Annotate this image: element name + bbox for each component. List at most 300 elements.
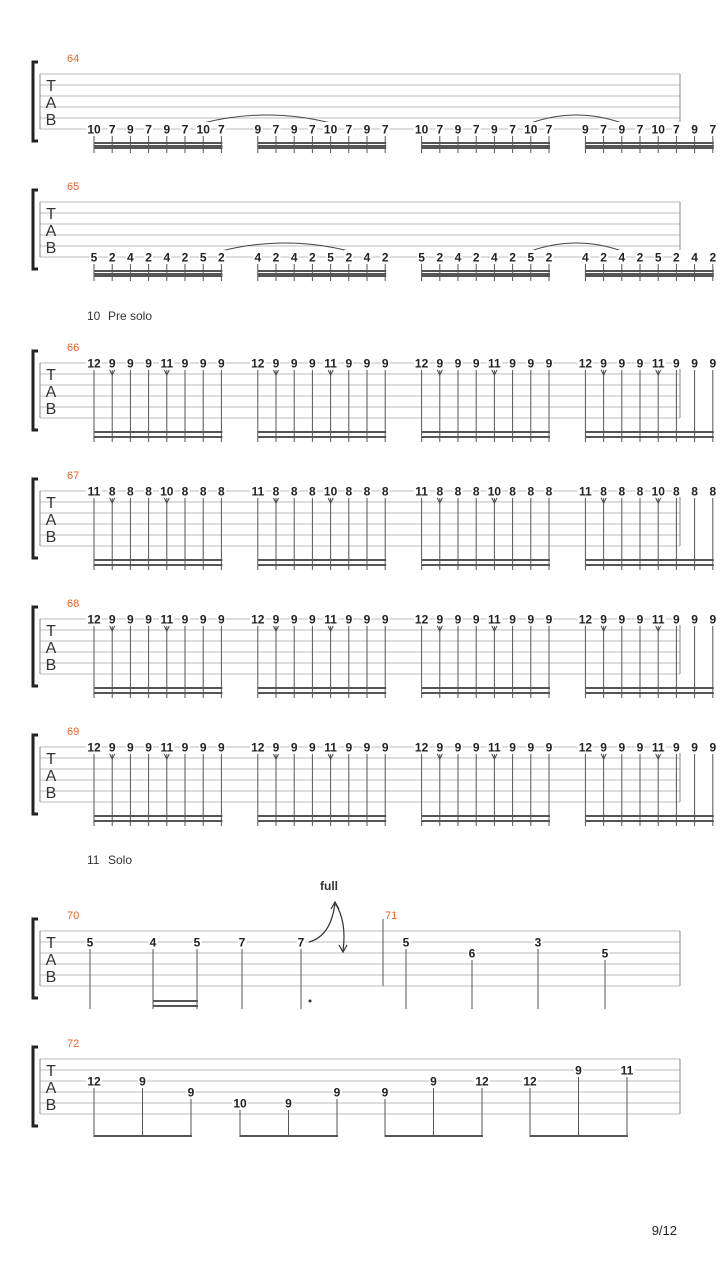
tab-clef-letter: A — [45, 384, 57, 401]
section-number: 10 — [87, 309, 101, 323]
fret-number: 9 — [673, 356, 680, 371]
fret-number: 11 — [160, 356, 174, 371]
fret-number: 11 — [651, 740, 665, 755]
fret-number: 9 — [290, 612, 298, 627]
tab-system — [33, 726, 717, 826]
system-bracket — [33, 190, 38, 269]
fret-number: 9 — [527, 356, 535, 371]
fret-number: 9 — [108, 612, 116, 627]
fret-number: 7 — [108, 122, 116, 137]
fret-number: 11 — [324, 740, 337, 755]
fret-number: 9 — [187, 1085, 195, 1100]
tab-system — [33, 342, 717, 442]
fret-number: 8 — [345, 484, 353, 499]
beam — [585, 692, 713, 694]
release-arrow — [335, 903, 344, 951]
fret-number: 12 — [475, 1074, 489, 1089]
fret-number: 7 — [145, 122, 152, 137]
fret-number: 9 — [691, 356, 698, 371]
fret-number: 9 — [618, 740, 626, 755]
fret-number: 8 — [636, 484, 644, 499]
fret-number: 2 — [545, 250, 553, 265]
fret-number: 7 — [436, 122, 444, 137]
beam — [258, 820, 386, 822]
slur — [531, 115, 622, 123]
fret-number: 6 — [468, 946, 476, 961]
fret-number: 9 — [636, 356, 644, 371]
beam — [422, 145, 550, 147]
fret-number: 9 — [472, 612, 480, 627]
tab-system — [33, 181, 717, 281]
fret-number: 9 — [139, 1074, 146, 1089]
fret-number: 12 — [578, 612, 593, 627]
fret-number: 9 — [436, 612, 444, 627]
beam — [422, 273, 550, 275]
fret-number: 10 — [196, 122, 210, 137]
fret-number: 8 — [618, 484, 626, 499]
fret-number: 2 — [272, 250, 280, 265]
fret-number: 9 — [290, 740, 298, 755]
fret-number: 7 — [238, 935, 246, 950]
beam — [94, 564, 222, 566]
beam — [422, 270, 550, 272]
tab-content — [33, 53, 717, 1137]
fret-number: 8 — [545, 484, 553, 499]
fret-number: 7 — [709, 122, 717, 137]
fret-number: 7 — [297, 935, 305, 950]
fret-number: 9 — [454, 740, 462, 755]
fret-number: 4 — [149, 935, 157, 950]
fret-number: 8 — [436, 484, 444, 499]
fret-number: 4 — [691, 250, 698, 265]
fret-number: 9 — [218, 612, 225, 627]
tab-clef-letter: B — [45, 969, 57, 986]
fret-number: 12 — [251, 612, 265, 627]
beam — [94, 1135, 192, 1137]
measure-number: 65 — [67, 181, 80, 193]
beam — [385, 1135, 483, 1137]
fret-number: 4 — [491, 250, 498, 265]
system-bracket — [33, 62, 38, 141]
fret-number: 7 — [673, 122, 680, 137]
fret-number: 9 — [527, 612, 535, 627]
tab-clef-letter: T — [46, 495, 56, 512]
beam — [258, 436, 386, 438]
fret-number: 11 — [160, 612, 174, 627]
beam — [585, 142, 713, 144]
fret-number: 7 — [309, 122, 316, 137]
section-name: Solo — [108, 853, 133, 867]
section-number: 11 — [87, 853, 100, 867]
beam — [422, 436, 550, 438]
fret-number: 4 — [127, 250, 134, 265]
tab-clef-letter: A — [45, 768, 57, 785]
fret-number: 9 — [290, 122, 298, 137]
fret-number: 11 — [251, 484, 265, 499]
beam — [94, 142, 222, 144]
tab-system — [33, 1038, 680, 1137]
fret-number: 8 — [181, 484, 189, 499]
beam — [530, 1135, 628, 1137]
beam — [585, 687, 713, 689]
fret-number: 2 — [673, 250, 680, 265]
fret-number: 9 — [381, 612, 389, 627]
fret-number: 12 — [87, 356, 101, 371]
beam — [422, 275, 550, 277]
fret-number: 9 — [345, 356, 353, 371]
fret-number: 9 — [691, 740, 698, 755]
fret-number: 2 — [436, 250, 444, 265]
fret-number: 9 — [309, 356, 316, 371]
fret-number: 8 — [673, 484, 680, 499]
fret-number: 9 — [436, 740, 444, 755]
beam — [94, 692, 222, 694]
measure-number: 66 — [67, 342, 80, 354]
fret-number: 12 — [414, 740, 429, 755]
fret-number: 9 — [673, 740, 680, 755]
fret-number: 2 — [709, 250, 717, 265]
beam — [153, 1000, 198, 1002]
fret-number: 2 — [636, 250, 644, 265]
fret-number: 9 — [575, 1063, 582, 1078]
fret-number: 9 — [545, 356, 553, 371]
beam — [422, 559, 550, 561]
fret-number: 9 — [673, 612, 680, 627]
fret-number: 9 — [454, 612, 462, 627]
fret-number: 5 — [402, 935, 410, 950]
fret-number: 10 — [87, 122, 101, 137]
fret-number: 9 — [509, 612, 516, 627]
fret-number: 9 — [600, 356, 607, 371]
tab-clef-letter: A — [45, 640, 57, 657]
beam — [258, 431, 386, 433]
fret-number: 11 — [415, 484, 428, 499]
fret-number: 3 — [534, 935, 542, 950]
fret-number: 8 — [363, 484, 371, 499]
beam — [422, 687, 550, 689]
fret-number: 11 — [87, 484, 101, 499]
fret-number: 9 — [709, 740, 717, 755]
fret-number: 5 — [86, 935, 94, 950]
tab-system — [33, 470, 717, 570]
beam — [258, 275, 386, 277]
fret-number: 9 — [527, 740, 535, 755]
fret-number: 2 — [181, 250, 189, 265]
fret-number: 9 — [454, 122, 462, 137]
beam — [585, 564, 713, 566]
fret-number: 7 — [272, 122, 280, 137]
system-bracket — [33, 479, 38, 558]
fret-number: 8 — [691, 484, 698, 499]
measure-number: 64 — [67, 53, 80, 65]
tab-clef-letter: B — [45, 785, 57, 802]
fret-number: 10 — [323, 122, 338, 137]
fret-number: 10 — [524, 122, 538, 137]
fret-number: 9 — [145, 740, 152, 755]
fret-number: 11 — [579, 484, 592, 499]
fret-number: 5 — [601, 946, 609, 961]
tab-clef-letter: T — [46, 367, 56, 384]
fret-number: 9 — [509, 740, 516, 755]
fret-number: 9 — [636, 740, 644, 755]
fret-number: 9 — [363, 740, 371, 755]
beam — [258, 147, 386, 149]
fret-number: 12 — [251, 740, 265, 755]
fret-number: 2 — [381, 250, 389, 265]
fret-number: 7 — [509, 122, 516, 137]
fret-number: 8 — [472, 484, 480, 499]
fret-number: 11 — [488, 356, 501, 371]
tab-system — [33, 598, 717, 698]
tab-system — [33, 53, 717, 153]
tab-clef-letter: T — [46, 206, 56, 223]
fret-number: 9 — [181, 740, 189, 755]
fret-number: 9 — [709, 356, 717, 371]
fret-number: 9 — [472, 740, 480, 755]
tab-clef-letter: A — [45, 952, 57, 969]
fret-number: 9 — [272, 612, 280, 627]
fret-number: 9 — [691, 122, 698, 137]
beam — [258, 270, 386, 272]
fret-number: 8 — [108, 484, 116, 499]
fret-number: 8 — [454, 484, 462, 499]
system-bracket — [33, 1047, 38, 1126]
beam — [585, 815, 713, 817]
fret-number: 12 — [414, 612, 429, 627]
beam — [240, 1135, 338, 1137]
fret-number: 8 — [127, 484, 134, 499]
fret-number: 9 — [636, 612, 644, 627]
fret-number: 5 — [654, 250, 662, 265]
rhythm-dot — [309, 1000, 312, 1003]
fret-number: 9 — [218, 740, 225, 755]
fret-number: 11 — [324, 612, 337, 627]
fret-number: 9 — [127, 122, 134, 137]
fret-number: 9 — [218, 356, 225, 371]
fret-number: 10 — [323, 484, 338, 499]
fret-number: 9 — [309, 612, 316, 627]
fret-number: 9 — [491, 122, 498, 137]
tab-clef-letter: B — [45, 657, 57, 674]
fret-number: 8 — [600, 484, 607, 499]
beam — [422, 564, 550, 566]
fret-number: 9 — [127, 356, 134, 371]
beam — [585, 559, 713, 561]
fret-number: 9 — [582, 122, 589, 137]
fret-number: 4 — [290, 250, 298, 265]
fret-number: 12 — [251, 356, 265, 371]
beam — [258, 564, 386, 566]
beam — [585, 147, 713, 149]
measure-number: 68 — [67, 598, 80, 610]
fret-number: 2 — [509, 250, 516, 265]
beam — [258, 145, 386, 147]
fret-number: 9 — [108, 356, 116, 371]
fret-number: 9 — [199, 740, 207, 755]
tab-clef-letter: T — [46, 78, 56, 95]
beam — [94, 145, 222, 147]
fret-number: 9 — [363, 612, 371, 627]
system-bracket — [33, 919, 38, 998]
fret-number: 10 — [651, 484, 665, 499]
fret-number: 11 — [488, 740, 501, 755]
tab-clef-letter: B — [45, 1097, 57, 1114]
fret-number: 2 — [309, 250, 316, 265]
beam — [258, 692, 386, 694]
system-bracket — [33, 735, 38, 814]
fret-number: 9 — [381, 740, 389, 755]
fret-number: 2 — [345, 250, 353, 265]
measure-number: 70 — [67, 910, 80, 922]
fret-number: 8 — [218, 484, 225, 499]
fret-number: 9 — [285, 1096, 292, 1111]
fret-number: 4 — [363, 250, 371, 265]
fret-number: 9 — [381, 1085, 389, 1100]
beam — [94, 431, 222, 433]
fret-number: 8 — [309, 484, 316, 499]
measure-number: 71 — [385, 910, 398, 922]
fret-number: 8 — [145, 484, 152, 499]
slur — [531, 243, 622, 251]
beam — [258, 142, 386, 144]
fret-number: 9 — [345, 612, 353, 627]
beam — [422, 815, 550, 817]
fret-number: 9 — [181, 612, 189, 627]
fret-number: 4 — [454, 250, 462, 265]
fret-number: 7 — [636, 122, 644, 137]
tab-clef-letter: B — [45, 401, 57, 418]
fret-number: 8 — [527, 484, 535, 499]
fret-number: 9 — [345, 740, 353, 755]
beam — [422, 692, 550, 694]
fret-number: 9 — [509, 356, 516, 371]
fret-number: 2 — [218, 250, 225, 265]
fret-number: 2 — [472, 250, 480, 265]
tab-clef-letter: A — [45, 95, 57, 112]
fret-number: 9 — [600, 740, 607, 755]
fret-number: 5 — [193, 935, 201, 950]
fret-number: 7 — [345, 122, 353, 137]
beam — [585, 273, 713, 275]
fret-number: 9 — [145, 612, 152, 627]
fret-number: 8 — [272, 484, 280, 499]
fret-number: 9 — [127, 740, 134, 755]
fret-number: 8 — [709, 484, 717, 499]
fret-number: 9 — [163, 122, 171, 137]
tab-clef-letter: T — [46, 751, 56, 768]
beam — [585, 145, 713, 147]
fret-number: 9 — [618, 122, 626, 137]
beam — [94, 559, 222, 561]
bend-label: full — [320, 879, 338, 893]
beam — [94, 687, 222, 689]
fret-number: 9 — [618, 612, 626, 627]
fret-number: 9 — [618, 356, 626, 371]
fret-number: 8 — [509, 484, 516, 499]
fret-number: 9 — [181, 356, 189, 371]
measure-number: 69 — [67, 726, 80, 738]
fret-number: 9 — [145, 356, 152, 371]
fret-number: 4 — [163, 250, 171, 265]
fret-number: 11 — [488, 612, 501, 627]
fret-number: 12 — [578, 740, 593, 755]
fret-number: 11 — [160, 740, 174, 755]
fret-number: 12 — [578, 356, 593, 371]
fret-number: 12 — [87, 612, 101, 627]
fret-number: 9 — [709, 612, 717, 627]
fret-number: 9 — [290, 356, 298, 371]
measure-number: 72 — [67, 1038, 80, 1050]
beam — [94, 270, 222, 272]
fret-number: 9 — [199, 356, 207, 371]
beam — [422, 431, 550, 433]
fret-number: 9 — [430, 1074, 437, 1089]
beam — [94, 273, 222, 275]
fret-number: 12 — [87, 740, 101, 755]
fret-number: 9 — [254, 122, 262, 137]
tab-clef-letter: T — [46, 935, 56, 952]
beam — [585, 275, 713, 277]
fret-number: 9 — [333, 1085, 341, 1100]
fret-number: 8 — [199, 484, 207, 499]
fret-number: 10 — [233, 1096, 247, 1111]
beam — [585, 270, 713, 272]
fret-number: 9 — [691, 612, 698, 627]
fret-number: 9 — [309, 740, 316, 755]
section-name: Pre solo — [108, 309, 153, 323]
fret-number: 11 — [620, 1063, 634, 1078]
fret-number: 2 — [145, 250, 152, 265]
beam — [258, 815, 386, 817]
beam — [258, 687, 386, 689]
beam — [94, 275, 222, 277]
beam — [422, 142, 550, 144]
fret-number: 9 — [363, 122, 371, 137]
fret-number: 8 — [381, 484, 389, 499]
beam — [94, 820, 222, 822]
fret-number: 12 — [414, 356, 429, 371]
beam — [153, 1005, 198, 1007]
beam — [585, 436, 713, 438]
beam — [422, 147, 550, 149]
tab-clef-letter: A — [45, 1080, 57, 1097]
fret-number: 7 — [181, 122, 189, 137]
beam — [258, 273, 386, 275]
fret-number: 7 — [600, 122, 607, 137]
beam — [258, 559, 386, 561]
page-number: 9/12 — [651, 1223, 677, 1238]
fret-number: 9 — [127, 612, 134, 627]
fret-number: 9 — [381, 356, 389, 371]
fret-number: 11 — [651, 356, 665, 371]
fret-number: 9 — [272, 356, 280, 371]
beam — [422, 820, 550, 822]
fret-number: 9 — [545, 740, 553, 755]
fret-number: 10 — [414, 122, 429, 137]
fret-number: 10 — [160, 484, 174, 499]
fret-number: 5 — [327, 250, 334, 265]
fret-number: 8 — [290, 484, 298, 499]
system-bracket — [33, 351, 38, 430]
tab-clef-letter: B — [45, 529, 57, 546]
fret-number: 7 — [472, 122, 480, 137]
fret-number: 9 — [436, 356, 444, 371]
beam — [94, 147, 222, 149]
tab-clef-letter: T — [46, 1063, 56, 1080]
fret-number: 9 — [363, 356, 371, 371]
fret-number: 9 — [454, 356, 462, 371]
fret-number: 9 — [108, 740, 116, 755]
